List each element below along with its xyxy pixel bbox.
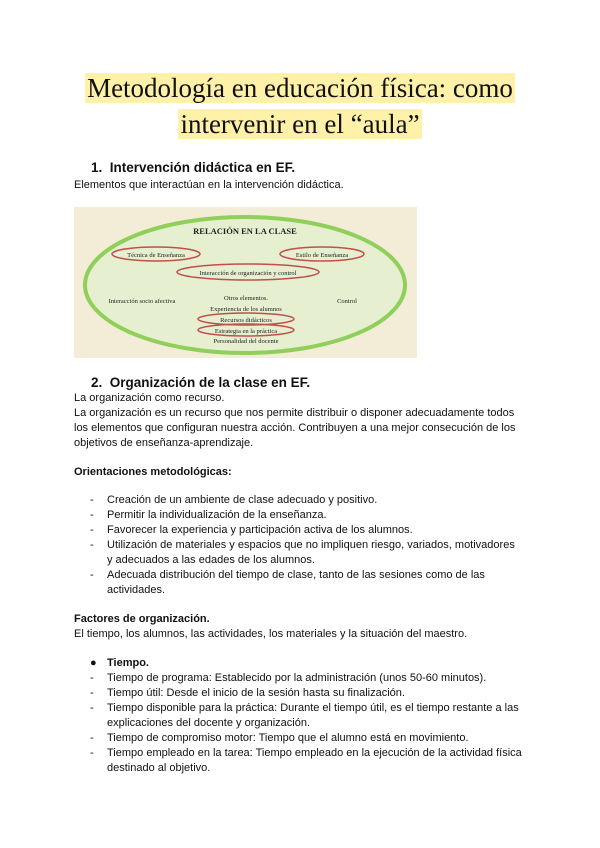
diagram-item-recursos: Recursos didácticos bbox=[220, 317, 272, 324]
list-item bbox=[74, 523, 534, 538]
section-2-p1: La organización como recurso. bbox=[74, 392, 225, 404]
list-item bbox=[74, 568, 534, 583]
dash-marker: - bbox=[90, 494, 94, 506]
dash-marker: - bbox=[90, 702, 94, 714]
dash-marker: - bbox=[90, 672, 94, 684]
diagram-item-interaccion-organizacion: Interacción de organización y control bbox=[199, 270, 297, 277]
tiempo-heading bbox=[74, 656, 534, 671]
dash-marker: - bbox=[90, 687, 94, 699]
dash-marker: - bbox=[90, 509, 94, 521]
list-item-text: Tiempo útil: Desde el inicio de la sesión hasta su finalización. bbox=[107, 687, 405, 699]
list-item-text: Tiempo disponible para la práctica: Durante el tiempo útil, es el tiempo restante a las bbox=[107, 702, 519, 714]
list-item-text: Tiempo de compromiso motor: Tiempo que el alumno está en movimiento. bbox=[107, 732, 469, 744]
list-item bbox=[74, 746, 534, 761]
list-item-text: Favorecer la experiencia y participación activa de los alumnos. bbox=[107, 524, 413, 536]
title-line-1: Metodología en educación física: como bbox=[87, 73, 513, 103]
list-item-text: Creación de un ambiente de clase adecuado y positivo. bbox=[107, 494, 378, 506]
diagram-item-tecnica: Técnica de Enseñanza bbox=[127, 252, 185, 259]
factores-text: El tiempo, los alumnos, las actividades, los materiales y la situación del maestro. bbox=[74, 628, 468, 640]
diagram-item-experiencia: Experiencia de los alumnos bbox=[210, 306, 282, 313]
section-1-number: 1. bbox=[91, 160, 103, 175]
diagram-item-personalidad: Personalidad del docente bbox=[213, 338, 279, 345]
document-title bbox=[0, 70, 600, 142]
diagram-item-socio-afectiva: Interacción socio afectiva bbox=[108, 298, 176, 305]
list-item-text: Permitir la individualización de la enseñanza. bbox=[107, 509, 327, 521]
bullet-marker: ● bbox=[90, 657, 97, 669]
orientaciones-list bbox=[74, 493, 534, 598]
section-2-p2-line-1: La organización es un recurso que nos permite distribuir o disponer adecuadamente todos bbox=[74, 407, 515, 419]
list-item-continuation bbox=[74, 761, 534, 776]
list-item-text: actividades. bbox=[107, 584, 166, 596]
orientaciones-heading: Orientaciones metodológicas: bbox=[74, 466, 232, 478]
section-2-p2-line-3: objetivos de enseñanza-aprendizaje. bbox=[74, 437, 254, 449]
factores-heading: Factores de organización. bbox=[74, 613, 210, 625]
list-item-text: explicaciones del docente y organización. bbox=[107, 717, 311, 729]
section-2-number: 2. bbox=[91, 375, 103, 390]
tiempo-heading-text: Tiempo. bbox=[107, 657, 149, 669]
list-item-text: Adecuada distribución del tiempo de clase, tanto de las sesiones como de las bbox=[107, 569, 485, 581]
list-item-text: Tiempo de programa: Establecido por la administración (unos 50-60 minutos). bbox=[107, 672, 487, 684]
diagram-title: RELACIÓN EN LA CLASE bbox=[193, 226, 297, 236]
list-item bbox=[74, 731, 534, 746]
list-item-text: Utilización de materiales y espacios que no impliquen riesgo, variados, motivadores bbox=[107, 539, 515, 551]
dash-marker: - bbox=[90, 539, 94, 551]
diagram-item-estrategia: Estrategia en la práctica bbox=[214, 328, 278, 335]
list-item-continuation bbox=[74, 716, 534, 731]
dash-marker: - bbox=[90, 524, 94, 536]
section-1-title: Intervención didáctica en EF. bbox=[109, 160, 296, 175]
list-item bbox=[74, 538, 534, 553]
list-item bbox=[74, 493, 534, 508]
section-1-heading bbox=[91, 160, 295, 175]
list-item bbox=[74, 671, 534, 686]
dash-marker: - bbox=[90, 732, 94, 744]
diagram-item-estilo: Estilo de Enseñanza bbox=[295, 252, 349, 259]
list-item-text: y adecuados a las edades de los alumnos. bbox=[107, 554, 315, 566]
list-item bbox=[74, 508, 534, 523]
section-2-p2-line-2: los elementos que configuran nuestra acción. Contribuyen a una mejor consecución de los bbox=[74, 422, 516, 434]
section-1-intro: Elementos que interactúan en la intervención didáctica. bbox=[74, 179, 344, 191]
list-item bbox=[74, 686, 534, 701]
list-item-text: Tiempo empleado en la tarea: Tiempo empleado en la ejecución de la actividad física bbox=[107, 747, 522, 759]
section-2-title: Organización de la clase en EF. bbox=[109, 375, 311, 390]
list-item-text: destinado al objetivo. bbox=[107, 762, 211, 774]
list-item bbox=[74, 701, 534, 716]
section-2-heading bbox=[91, 375, 310, 390]
section-2-paragraph bbox=[74, 391, 534, 451]
dash-marker: - bbox=[90, 747, 94, 759]
list-item-continuation bbox=[74, 583, 534, 598]
diagram-item-otros: Otros elementos. bbox=[223, 295, 269, 302]
relacion-clase-diagram bbox=[74, 207, 417, 358]
dash-marker: - bbox=[90, 569, 94, 581]
tiempo-list bbox=[74, 656, 534, 776]
list-item-continuation bbox=[74, 553, 534, 568]
title-line-2: intervenir en el “aula” bbox=[180, 109, 420, 139]
diagram-item-control: Control bbox=[337, 298, 357, 305]
